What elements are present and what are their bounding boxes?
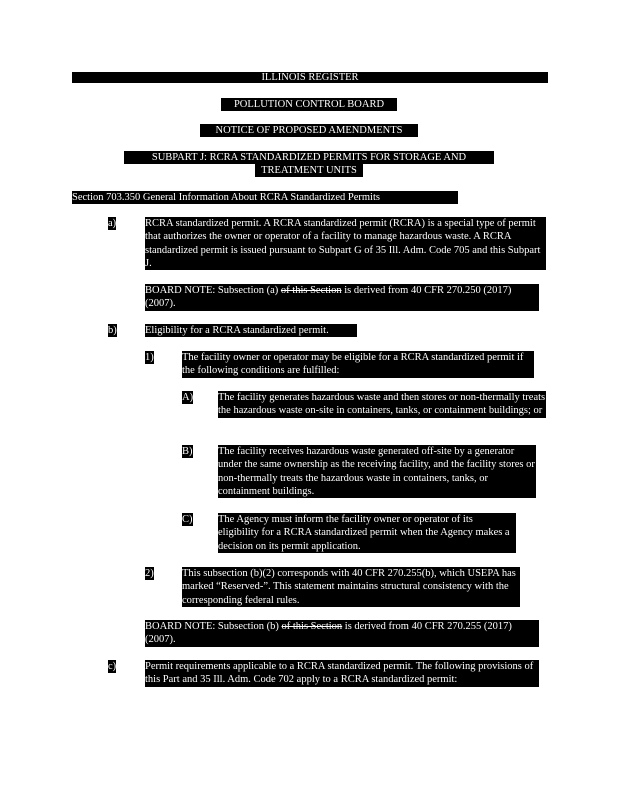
subsection-b1-text: The facility owner or operator may be eligible for a RCRA standardized permit if the following conditions are fulfilled: (182, 351, 534, 378)
subsection-b-board-note (145, 620, 539, 647)
subpart-title-line2: TREATMENT UNITS (255, 164, 363, 177)
subsection-b-label: b) (108, 325, 117, 336)
subsection-c-label: c) (108, 661, 117, 672)
subsection-c-text: Permit requirements applicable to a RCRA standardized permit. The following provisions of this Part and 35 Ill. Adm. Code 702 apply to a RCRA standardized permit: (145, 660, 539, 687)
subsection-bB-label: B) (182, 446, 193, 457)
subsection-b2-label: 2) (145, 568, 154, 579)
notice-title: NOTICE OF PROPOSED AMENDMENTS (200, 124, 418, 137)
register-title: ILLINOIS REGISTER (261, 72, 359, 83)
subsection-bC-label: C) (182, 514, 193, 525)
subsection-b2-text: This subsection (b)(2) corresponds with 40 CFR 270.255(b), which USEPA has marked “Reserved-”. This statement maintains structural consistency with the corresponding federal rules. (182, 567, 520, 607)
subsection-bC-text: The Agency must inform the facility owner or operator of its eligibility for a RCRA standardized permit when the Agency makes a decision on its permit application. (218, 513, 516, 553)
board-title: POLLUTION CONTROL BOARD (221, 98, 397, 111)
board-note-b-strike: of this Section (281, 621, 343, 632)
board-note-b-pre: BOARD NOTE: Subsection (b) (145, 621, 282, 632)
subsection-a-text: RCRA standardized permit. A RCRA standardized permit (RCRA) is a special type of permit that authorizes the owner or operator of a facility to manage hazardous waste. A RCRA standardized permit is issued pursuant to Subpart G of 35 Ill. Adm. Code 705 and this Subpart J. (145, 217, 546, 270)
board-note-a-post: is derived from 40 CFR 270.250 (2017) (2007). (145, 285, 512, 310)
board-note-a-strike: of this Section (280, 285, 342, 296)
section-heading: Section 703.350 General Information About RCRA Standardized Permits (72, 191, 458, 204)
subsection-bA-label: A) (182, 392, 194, 403)
subsection-a-label: a) (108, 218, 117, 229)
board-note-a-pre: BOARD NOTE: Subsection (a) (145, 285, 281, 296)
subpart-title-line1: SUBPART J: RCRA STANDARDIZED PERMITS FOR STORAGE AND (124, 151, 494, 164)
subsection-b-text: Eligibility for a RCRA standardized permit. (145, 324, 357, 337)
board-note-b-post: is derived from 40 CFR 270.255 (2017) (2007). (145, 621, 512, 646)
subsection-b1-label: 1) (145, 352, 154, 363)
subsection-bA-text: The facility generates hazardous waste and then stores or non-thermally treats the hazardous waste on-site in containers, tanks, or containment buildings; or (218, 392, 546, 417)
subsection-bB-text: The facility receives hazardous waste generated off-site by a generator under the same ownership as the receiving facility, and the facility stores or non-thermally treats the hazardous waste in containers, tanks, or containment buildings. (218, 446, 535, 497)
subsection-a-board-note (145, 284, 539, 311)
